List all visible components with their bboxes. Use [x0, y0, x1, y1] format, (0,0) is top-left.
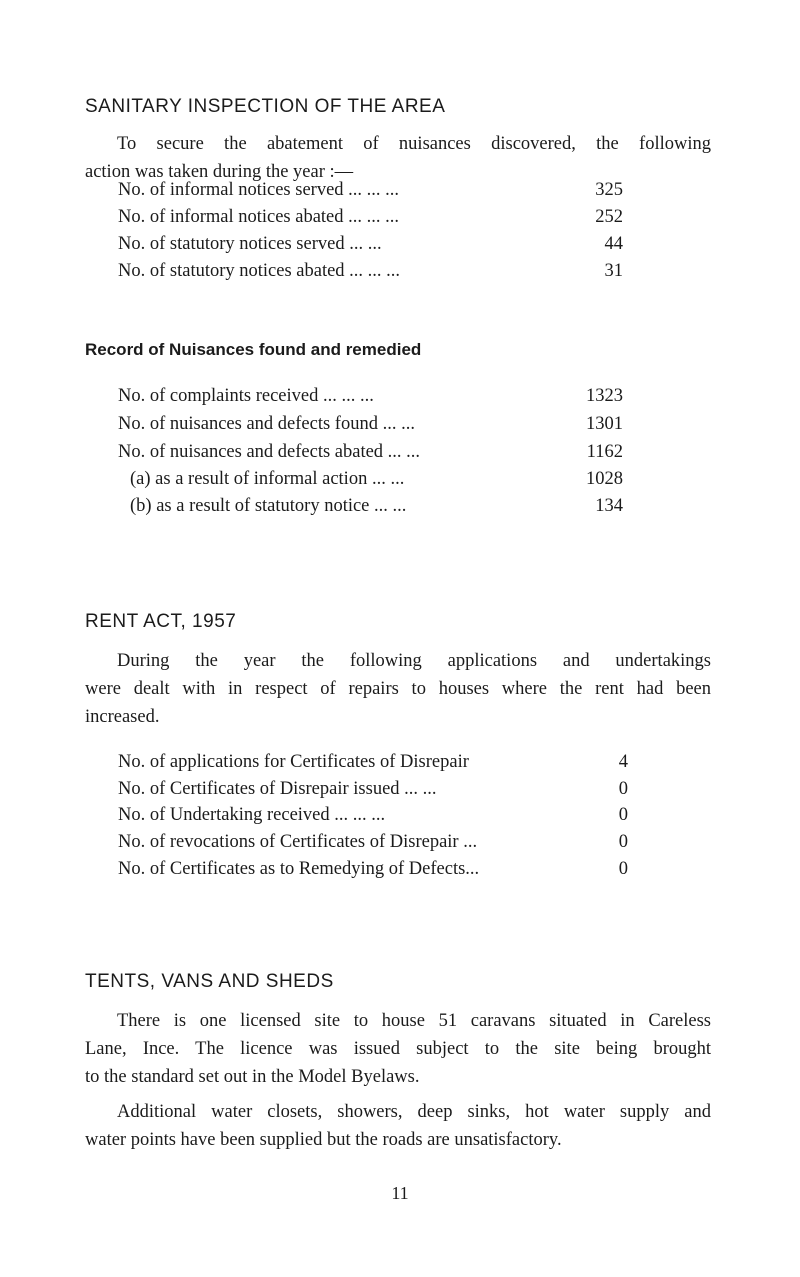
notice-label: No. of statutory notices abated ... ... ... — [118, 261, 401, 281]
nuisance-label: (a) as a result of informal action ... ... — [130, 469, 405, 489]
nuisance-label: No. of complaints received ... ... ... — [118, 386, 374, 406]
tents-paragraph-1 — [85, 1007, 711, 1091]
rent-act-row — [118, 857, 628, 881]
nuisance-value: 1028 — [586, 469, 623, 489]
tents-para1-line-2: Lane, Ince. The licence was issued subject to the site being brought — [85, 1039, 711, 1059]
nuisance-row — [118, 412, 623, 436]
rent-act-label: No. of Undertaking received ... ... ... — [118, 805, 386, 825]
rent-act-row — [118, 750, 628, 774]
nuisances-heading: Record of Nuisances found and remedied — [85, 340, 422, 359]
rent-act-row — [118, 830, 628, 854]
rent-act-value: 0 — [618, 779, 628, 799]
rent-act-label: No. of applications for Certificates of Disrepair — [118, 752, 469, 772]
rent-act-label: No. of Certificates as to Remedying of Defects... — [118, 859, 480, 879]
nuisance-row — [118, 384, 623, 408]
rent-act-intro-line-1: During the year the following applications and undertakings — [117, 651, 711, 671]
tents-heading: TENTS, VANS AND SHEDS — [85, 971, 334, 992]
sanitary-intro-line-1: To secure the abatement of nuisances discovered, the following — [117, 134, 711, 154]
page-number: 11 — [391, 1183, 409, 1203]
rent-act-intro-line-2: were dealt with in respect of repairs to houses where the rent had been — [85, 679, 711, 699]
notice-row — [118, 178, 623, 202]
nuisance-row — [130, 494, 623, 518]
rent-act-label: No. of Certificates of Disrepair issued ... ... — [118, 779, 437, 799]
nuisance-value: 1323 — [586, 386, 623, 406]
notice-value: 44 — [604, 234, 623, 254]
tents-paragraph-2 — [85, 1098, 711, 1154]
notice-row — [118, 205, 623, 229]
nuisance-label: No. of nuisances and defects abated ... ... — [118, 442, 421, 462]
notice-value: 31 — [604, 261, 623, 281]
sanitary-inspection-heading: SANITARY INSPECTION OF THE AREA — [85, 96, 446, 117]
nuisance-label: (b) as a result of statutory notice ... ... — [130, 496, 407, 516]
notice-value: 252 — [595, 207, 623, 227]
rent-act-label: No. of revocations of Certificates of Disrepair ... — [118, 832, 478, 852]
nuisance-label: No. of nuisances and defects found ... ... — [118, 414, 415, 434]
rent-act-row — [118, 803, 628, 827]
rent-act-value: 0 — [618, 805, 628, 825]
tents-para2-line-1: Additional water closets, showers, deep sinks, hot water supply and — [117, 1102, 711, 1122]
notice-label: No. of statutory notices served ... ... — [118, 234, 382, 254]
nuisance-row — [118, 440, 623, 464]
tents-para1-line-3: to the standard set out in the Model Byelaws. — [85, 1067, 420, 1087]
notice-row — [118, 232, 623, 256]
nuisance-row — [130, 467, 623, 491]
tents-para2-line-2: water points have been supplied but the roads are unsatisfactory. — [85, 1130, 562, 1150]
nuisance-value: 134 — [595, 496, 623, 516]
rent-act-intro-line-3: increased. — [85, 707, 160, 727]
notice-value: 325 — [595, 180, 623, 200]
rent-act-intro-paragraph — [85, 647, 711, 731]
rent-act-value: 0 — [618, 832, 628, 852]
rent-act-value: 4 — [618, 752, 628, 772]
notice-label: No. of informal notices abated ... ... ... — [118, 207, 400, 227]
notice-label: No. of informal notices served ... ... ... — [118, 180, 400, 200]
rent-act-heading: RENT ACT, 1957 — [85, 611, 237, 632]
nuisance-value: 1162 — [586, 442, 623, 462]
tents-para1-line-1: There is one licensed site to house 51 caravans situated in Careless — [117, 1011, 711, 1031]
rent-act-value: 0 — [618, 859, 628, 879]
nuisance-value: 1301 — [586, 414, 623, 434]
sanitary-intro-line-2: action was taken during the year :— — [85, 162, 354, 182]
notice-row — [118, 259, 623, 283]
rent-act-row — [118, 777, 628, 801]
